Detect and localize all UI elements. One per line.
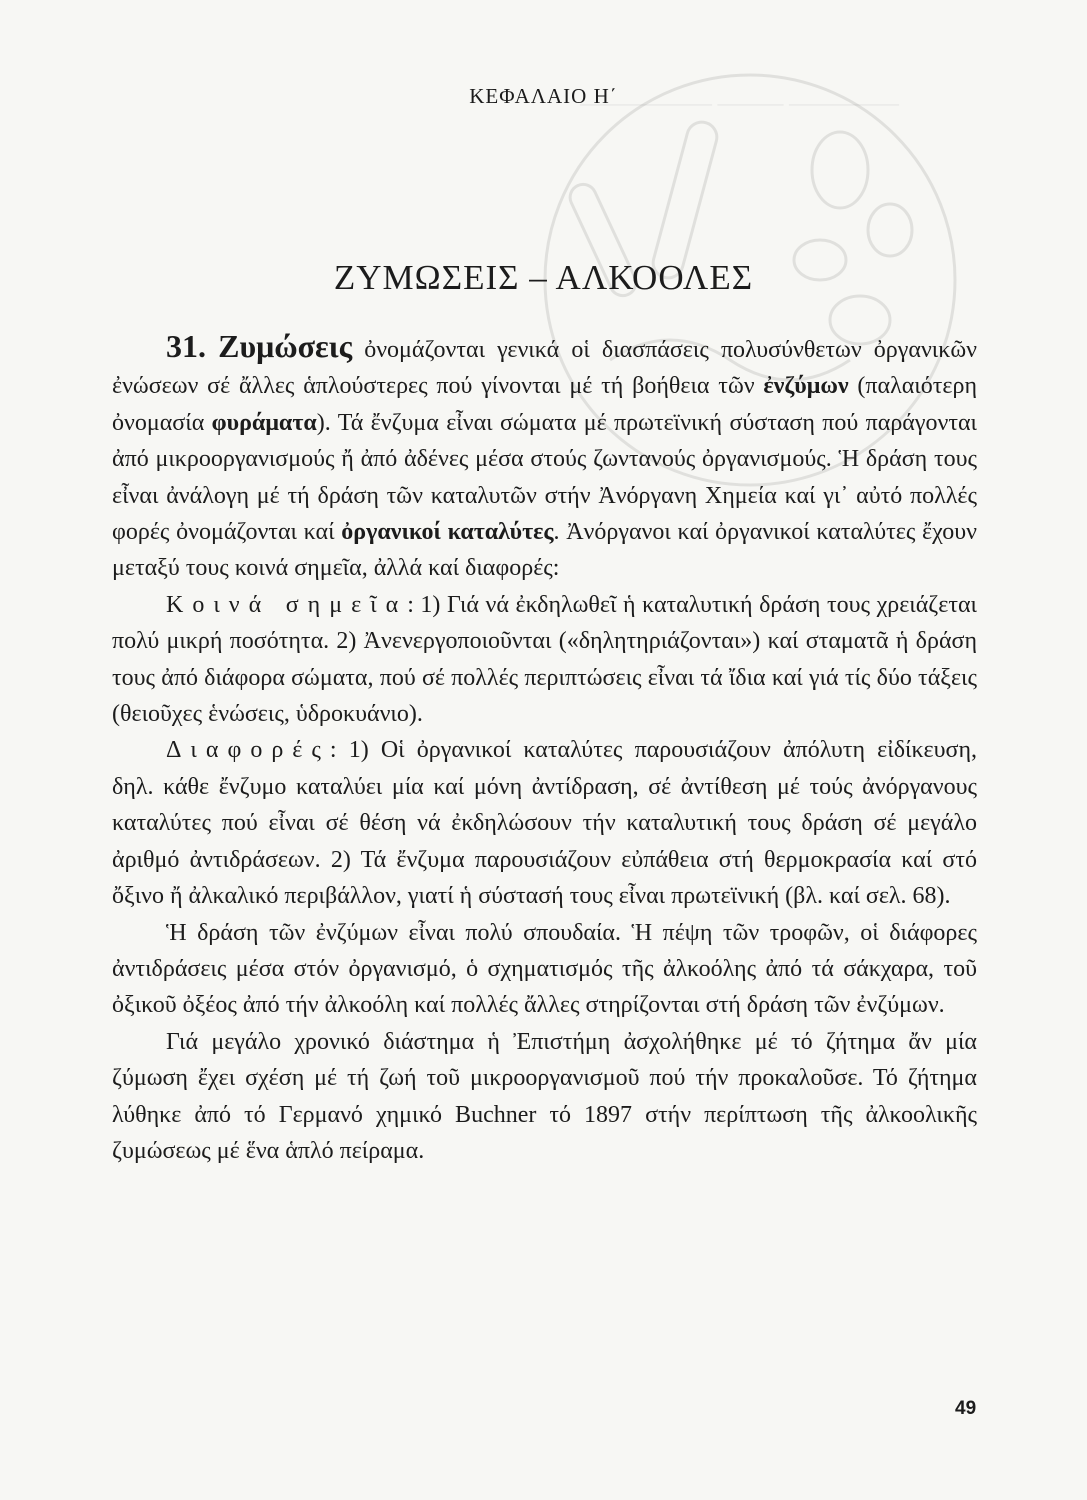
- section-number: 31.: [166, 328, 206, 364]
- page-title: ΖΥΜΩΣΕΙΣ – ΑΛΚΟΟΛΕΣ: [333, 258, 754, 297]
- definition-paragraph: [112, 328, 977, 587]
- chapter-label: ΚΕΦΑΛΑΙΟ Η΄: [469, 84, 618, 108]
- section-term: Ζυμώσεις: [218, 328, 353, 364]
- definition-text-4: . Ἀνόργανοι καί ὀργανικοί καταλύτες ἔχουν μεταξύ τους κοινά σημεῖα, ἀλλά καί διαφορές:: [112, 519, 977, 582]
- common-points-label: Κοινά σημεῖα: [166, 591, 408, 618]
- term-ferments: φυράματα: [211, 409, 317, 436]
- bleed-through-text: ​————— ——— ——————: [580, 90, 899, 115]
- definition-text-2: (παλαιότερη ὀνομασία: [112, 373, 977, 436]
- history-paragraph: Γιά μεγάλο χρονικό διάστημα ἡ Ἐπιστήμη ἀσχολήθηκε μέ τό ζήτημα ἄν μία ζύμωση ἔχει σχέση μέ τή ζωή τοῦ μικροοργανισμοῦ πού τήν προκαλοῦσε. Τό ζήτημα λύθηκε ἀπό τό Γερμανό χημικό Buchner τό 1897 στήν περίπτωση τῆς ἀλκοολικῆς ζυμώσεως μέ ἕνα ἁπλό πείραμα.: [112, 1028, 977, 1164]
- term-enzymes: ἐνζύμων: [763, 373, 849, 400]
- common-points-paragraph: [112, 587, 977, 733]
- differences-label: Διαφορές: [166, 737, 330, 764]
- importance-paragraph: Ἡ δράση τῶν ἐνζύμων εἶναι πολύ σπουδαία. Ἡ πέψη τῶν τροφῶν, οἱ διάφορες ἀντιδράσεις μέσα στόν ὀργανισμό, ὁ σχηματισμός τῆς ἀλκοόλης ἀπό τά σάκχαρα, τοῦ ὀξικοῦ ὀξέος ἀπό τήν ἀλκοόλη καί πολλές ἄλλες στηρίζονται στή δράση τῶν ἐνζύμων.: [112, 919, 977, 1019]
- term-organic-catalysts: ὀργανικοί καταλύτες: [341, 519, 554, 546]
- main-text: [112, 328, 977, 1169]
- definition-text-3: ). Τά ἔνζυμα εἶναι σώματα μέ πρωτεϊνική σύσταση πού παράγονται ἀπό μικροοργανισμούς ἤ ἀπό ἀδένες μέσα στούς ζωντανούς ὀργανισμούς. Ἡ δράση τους εἶναι ἀνάλογη μέ τή δράση τῶν καταλυτῶν στήν Ἀνόργανη Χημεία καί γι᾽ αὐτό πολλές φορές ὀνομάζονται καί: [112, 409, 978, 546]
- differences-text: : 1) Οἱ ὀργανικοί καταλύτες παρουσιάζουν ἀπόλυτη εἰδίκευση, δηλ. κάθε ἔνζυμο καταλύει μία καί μόνη ἀντίδραση, σέ ἀντίθεση μέ τούς ἀνόργανους καταλύτες πού εἶναι σέ θέση νά ἐκδηλώσουν τήν καταλυτική τους δράση σέ μεγάλο ἀριθμό ἀντιδράσεων. 2) Τά ἔνζυμα παρουσιάζουν εὐπάθεια στή θερμοκρασία καί στό ὄξινο ἤ ἀλκαλικό περιβάλλον, γιατί ἡ σύστασή τους εἶναι πρωτεϊνική (βλ. καί σελ. 68).: [112, 737, 977, 910]
- common-points-text: : 1) Γιά νά ἐκδηλωθεῖ ἡ καταλυτική δράση τους χρειάζεται πολύ μικρή ποσότητα. 2) Ἀνενεργοποιοῦνται («δηλητηριάζονται») καί σταματᾶ ἡ δράση τους ἀπό διάφορα σώματα, πού σέ πολλές περιπτώσεις εἶναι τά ἴδια καί γιά τίς δύο τάξεις (θειοῦχες ἑνώσεις, ὑδροκυάνιο).: [112, 591, 977, 728]
- page-number: 49: [955, 1398, 977, 1419]
- differences-paragraph: [112, 732, 977, 914]
- definition-text-1: ὀνομάζονται γενικά οἱ διασπάσεις πολυσύνθετων ὀργανικῶν ἐνώσεων σέ ἄλλες ἁπλούστερες πού γίνονται μέ τή βοήθεια τῶν: [112, 337, 977, 400]
